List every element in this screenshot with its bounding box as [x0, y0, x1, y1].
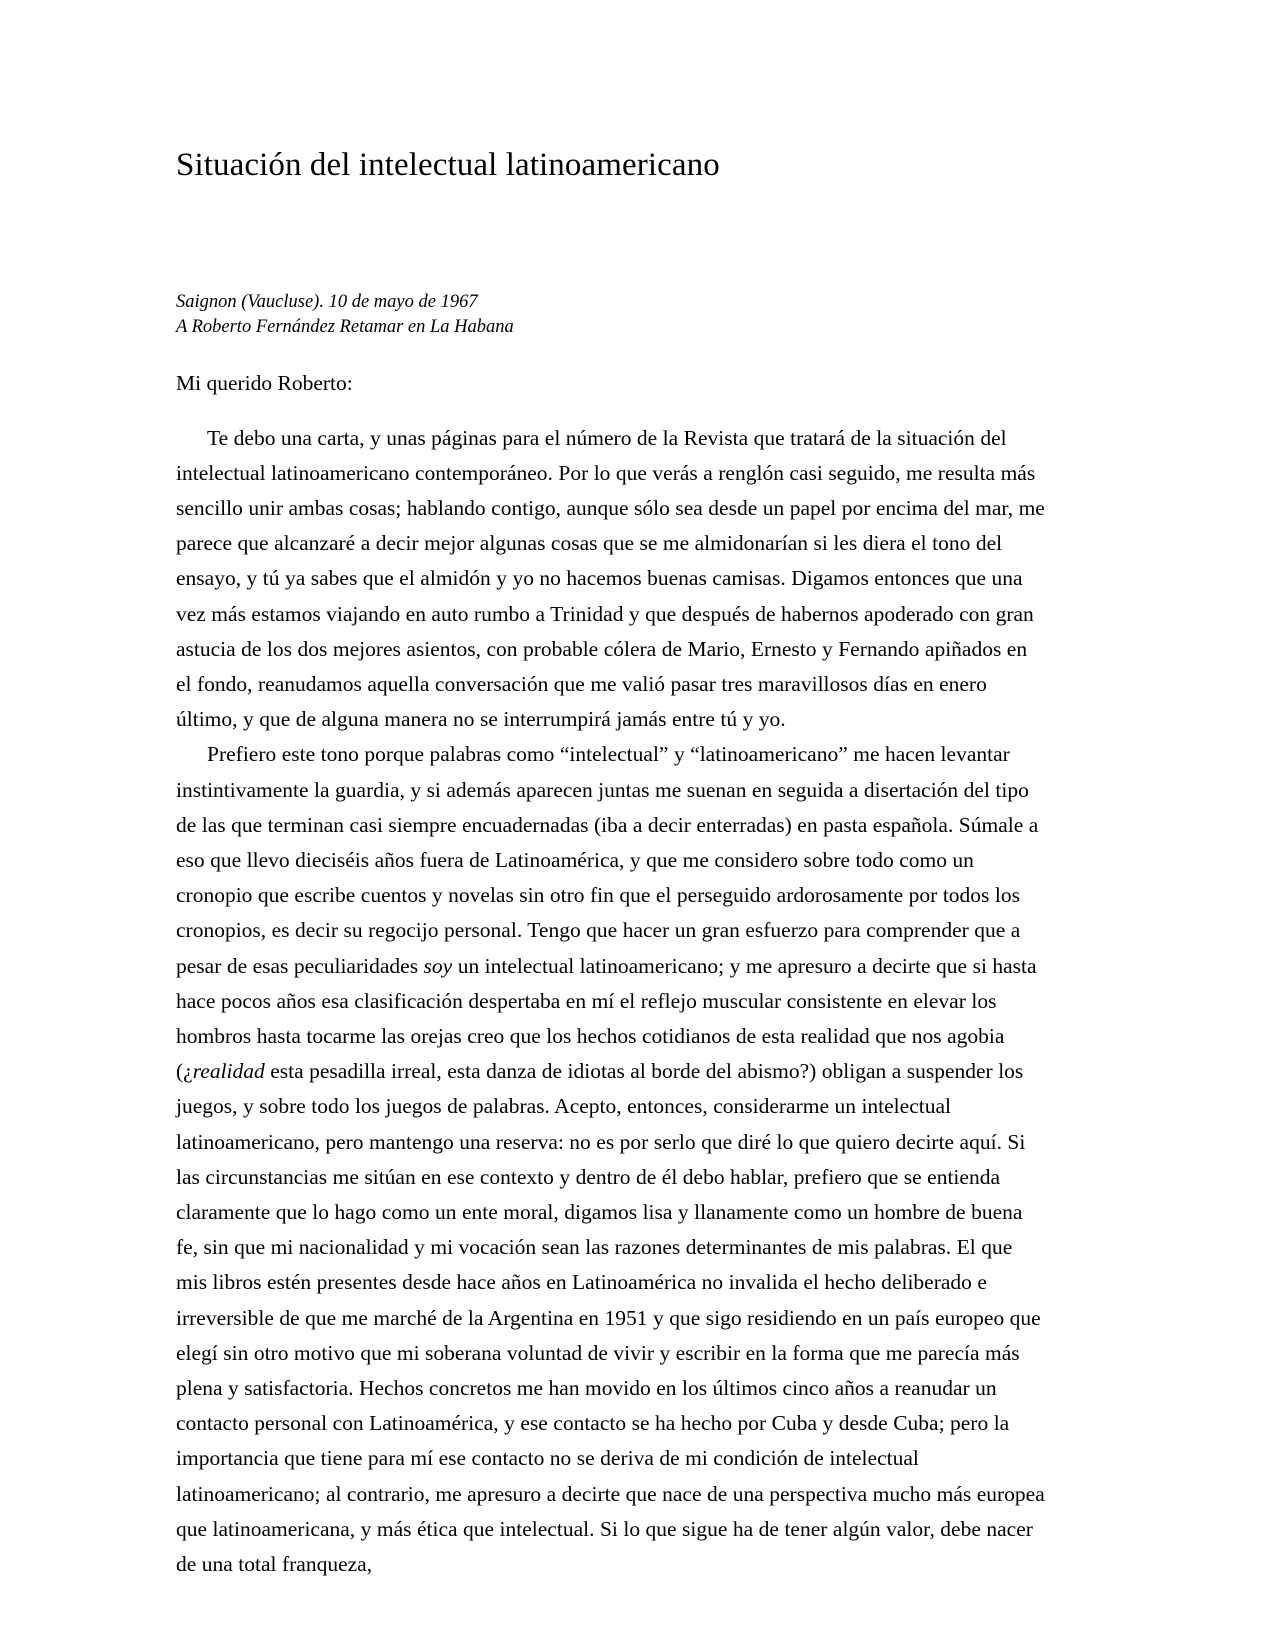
dateline-recipient: A Roberto Fernández Retamar en La Habana	[176, 316, 514, 337]
page-title: Situación del intelectual latinoamericano	[176, 147, 720, 183]
emphasis-text: soy	[423, 953, 453, 978]
body-text	[176, 421, 1048, 1583]
paragraph: Prefiero este tono porque palabras como “intelectual” y “latinoamericano” me hacen levantar instintivamente la guardia, y si además aparecen juntas me suenan en seguida a disertación del tipo de las que terminan casi siempre encuadernadas (iba a decir enterradas) en pasta española. Súmale a eso que llevo dieciséis años fuera de Latinoamérica, y que me considero sobre todo como un cronopio que escribe cuentos y novelas sin otro fin que el perseguido ardorosamente por todos los cronopios, es decir su regocijo personal. Tengo que hacer un gran esfuerzo para comprender que a pesar de esas peculiaridades soy un intelectual latinoamericano; y me apresuro a decirte que si hasta hace pocos años esa clasificación despertaba en mí el reflejo muscular consistente en elevar los hombros hasta tocarme las orejas creo que los hechos cotidianos de esta realidad que nos agobia (¿realidad esta pesadilla irreal, esta danza de idiotas al borde del abismo?) obligan a suspender los juegos, y sobre todo los juegos de palabras. Acepto, entonces, considerarme un intelectual latinoamericano, pero mantengo una reserva: no es por serlo que diré lo que quiero decirte aquí. Si las circunstancias me sitúan en ese contexto y dentro de él debo hablar, prefiero que se entienda claramente que lo hago como un ente moral, digamos lisa y llanamente como un hombre de buena fe, sin que mi nacionalidad y mi vocación sean las razones determinantes de mis palabras. El que mis libros estén presentes desde hace años en Latinoamérica no invalida el hecho deliberado e irreversible de que me marché de la Argentina en 1951 y que sigo residiendo en un país europeo que elegí sin otro motivo que mi soberana voluntad de vivir y escribir en la forma que me parecía más plena y satisfactoria. Hechos concretos me han movido en los últimos cinco años a reanudar un contacto personal con Latinoamérica, y ese contacto se ha hecho por Cuba y desde Cuba; pero la importancia que tiene para mí ese contacto no se deriva de mi condición de intelectual latinoamericano; al contrario, me apresuro a decirte que nace de una perspectiva mucho más europea que latinoamericana, y más ética que intelectual. Si lo que sigue ha de tener algún valor, debe nacer de una total franqueza,	[176, 742, 1045, 1577]
dateline	[176, 290, 1048, 340]
dateline-place-date: Saignon (Vaucluse). 10 de mayo de 1967	[176, 291, 478, 312]
emphasis-text: realidad	[192, 1059, 265, 1084]
page-content	[176, 0, 1048, 1582]
salutation: Mi querido Roberto:	[176, 370, 353, 395]
paragraph: Te debo una carta, y unas páginas para el número de la Revista que tratará de la situación del intelectual latinoamericano contemporáneo. Por lo que verás a renglón casi seguido, me resulta más sencillo unir ambas cosas; hablando contigo, aunque sólo sea desde un papel por encima del mar, me parece que alcanzaré a decir mejor algunas cosas que se me almidonarían si les diera el tono del ensayo, y tú ya sabes que el almidón y yo no hacemos buenas camisas. Digamos entonces que una vez más estamos viajando en auto rumbo a Trinidad y que después de habernos apoderado con gran astucia de los dos mejores asientos, con probable cólera de Mario, Ernesto y Fernando apiñados en el fondo, reanudamos aquella conversación que me valió pasar tres maravillosos días en enero último, y que de alguna manera no se interrumpirá jamás entre tú y yo.	[176, 425, 1045, 732]
